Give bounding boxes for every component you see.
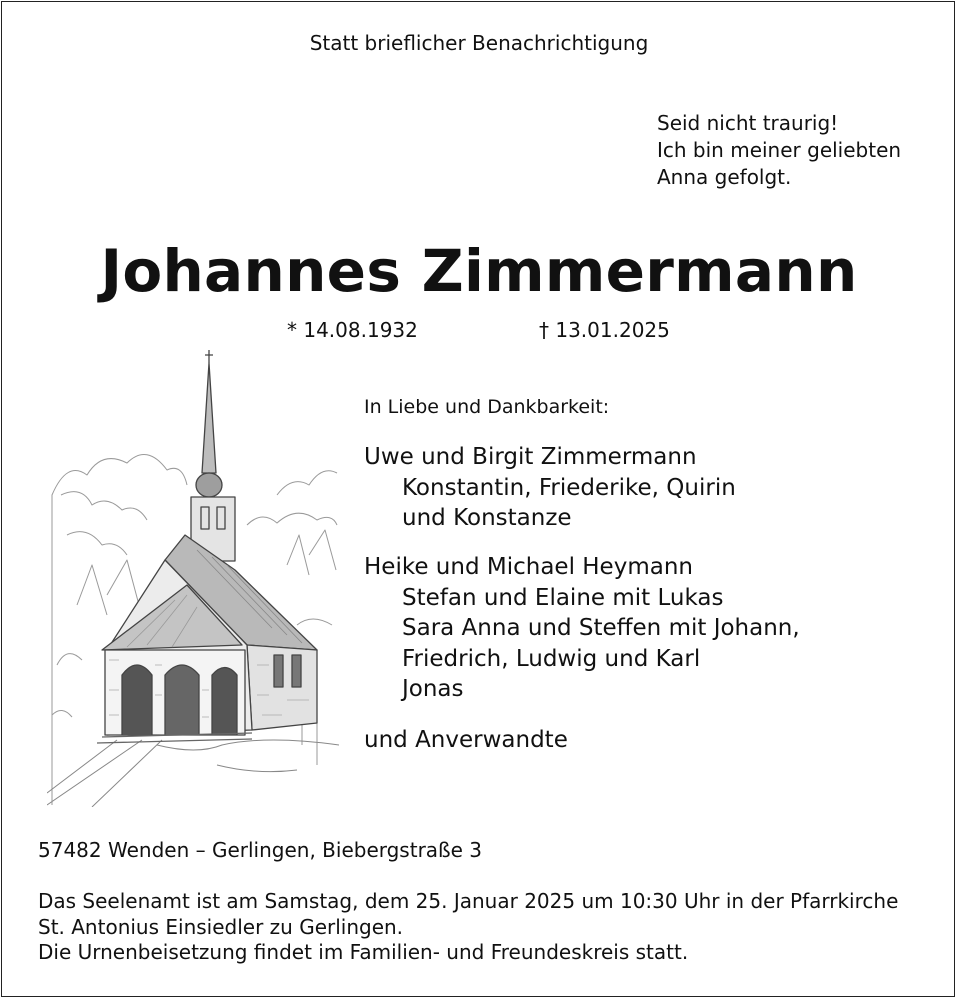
family-head: Heike und Michael Heymann [364, 554, 693, 580]
service-info [38, 889, 898, 966]
family-children: Konstantin, Friederike, Quirin [402, 474, 736, 501]
family-children: Sara Anna und Steffen mit Johann, [402, 615, 800, 641]
motto-line: Ich bin meiner geliebten [657, 138, 902, 162]
motto-line: Seid nicht traurig! [657, 111, 839, 135]
notice-header: Statt brieflicher Benachrichtigung [309, 31, 649, 55]
relatives-text: und Anverwandte [364, 727, 568, 753]
family-group [364, 442, 736, 534]
family-group [364, 552, 800, 705]
death-date: † 13.01.2025 [539, 318, 670, 342]
mourner-address: 57482 Wenden – Gerlingen, Biebergstraße 3 [38, 838, 483, 862]
family-children: Jonas [402, 676, 464, 702]
family-head: Uwe und Birgit Zimmermann [364, 444, 697, 470]
service-line: St. Antonius Einsiedler zu Gerlingen. [38, 914, 404, 939]
motto-quote [657, 110, 901, 191]
family-children: und Konstanze [402, 505, 572, 531]
family-children: Stefan und Elaine mit Lukas [402, 584, 724, 611]
service-line: Die Urnenbeisetzung findet im Familien- und Freundeskreis statt. [38, 940, 689, 964]
deceased-name: Johannes Zimmermann [100, 237, 858, 305]
relatives-line [364, 725, 568, 756]
motto-line: Anna gefolgt. [657, 165, 792, 189]
chapel-illustration [47, 345, 339, 811]
birth-date: * 14.08.1932 [287, 318, 418, 342]
family-children: Friedrich, Ludwig und Karl [402, 645, 701, 672]
mourners-intro: In Liebe und Dankbarkeit: [364, 396, 610, 418]
service-line: Das Seelenamt ist am Samstag, dem 25. Januar 2025 um 10:30 Uhr in der Pfarrkirche [38, 889, 899, 913]
